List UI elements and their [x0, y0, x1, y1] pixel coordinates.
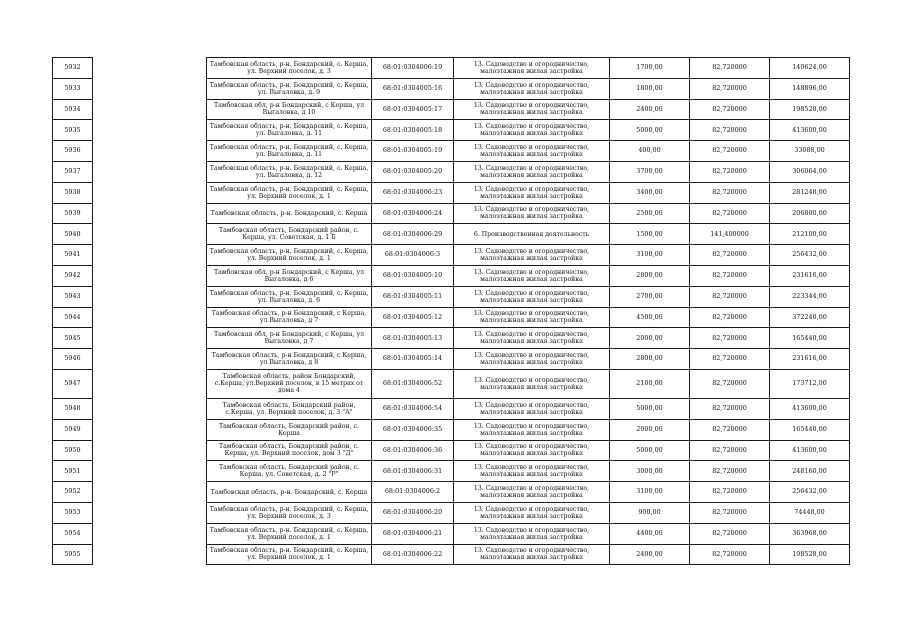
cadastral-value-cell: 140624,00 [770, 58, 850, 79]
cadastral-value-cell: 363968,00 [770, 523, 850, 544]
row-number-column [52, 57, 93, 565]
address-cell: Тамбовская область, р-н Бондарский, с Керша, ул Выгаловка, д 7 [207, 307, 372, 328]
cadastral-value-cell: 413600,00 [770, 120, 850, 141]
cadastral-value-cell: 306064,00 [770, 161, 850, 182]
address-cell: Тамбовская область, р-н. Бондарский, с. Керша, ул. Верхний поселок, д. 3 [207, 58, 372, 79]
row-number-cell: 5937 [53, 161, 93, 182]
rate-cell: 82,720000 [690, 369, 770, 398]
area-cell: 2500,00 [610, 203, 690, 224]
area-cell: 3000,00 [610, 461, 690, 482]
row-number-row [53, 141, 93, 162]
area-cell: 3400,00 [610, 182, 690, 203]
land-use-cell: 13. Садоводство и огородничество, малоэтажная жилая застройка [454, 78, 610, 99]
address-cell: Тамбовская обл, р-н Бондарский, с Керша, ул Выгаловка, д 6 [207, 265, 372, 286]
address-cell: Тамбовская область, Бондарский район, с. Керша, ул. Верхний поселок, дом 3 "Д" [207, 440, 372, 461]
rate-cell: 141,400000 [690, 224, 770, 245]
row-number-row [53, 58, 93, 79]
row-number-row [53, 224, 93, 245]
cadastral-number-cell: 68:01:0304006:19 [372, 58, 454, 79]
land-use-cell: 13. Садоводство и огородничество, малоэтажная жилая застройка [454, 398, 610, 419]
rate-cell: 82,720000 [690, 161, 770, 182]
address-cell: Тамбовская область, р-н. Бондарский, с. Керша, ул. Выгаловка, д. 9 [207, 78, 372, 99]
cadastral-value-cell: 165440,00 [770, 419, 850, 440]
row-number-cell: 5946 [53, 349, 93, 370]
table-row [207, 419, 850, 440]
land-use-cell: 13. Садоводство и огородничество, малоэтажная жилая застройка [454, 440, 610, 461]
table-row [207, 58, 850, 79]
land-plots-table [206, 57, 850, 565]
table-row [207, 224, 850, 245]
cadastral-number-cell: 68:01:0304006:23 [372, 182, 454, 203]
cadastral-number-cell: 68:01:0304006:20 [372, 502, 454, 523]
table-row [207, 245, 850, 266]
row-number-row [53, 544, 93, 565]
cadastral-value-cell: 372240,00 [770, 307, 850, 328]
row-number-cell: 5949 [53, 419, 93, 440]
table-row [207, 203, 850, 224]
rate-cell: 82,720000 [690, 307, 770, 328]
area-cell: 900,00 [610, 502, 690, 523]
table-row [207, 461, 850, 482]
cadastral-number-cell: 68:01:0304006:21 [372, 523, 454, 544]
row-number-row [53, 161, 93, 182]
table-row [207, 99, 850, 120]
cadastral-value-cell: 165440,00 [770, 328, 850, 349]
cadastral-number-cell: 68:01:0304005:13 [372, 328, 454, 349]
address-cell: Тамбовская область, Бондарский район, с. Керша [207, 419, 372, 440]
area-cell: 400,00 [610, 141, 690, 162]
table-row [207, 544, 850, 565]
area-cell: 5000,00 [610, 120, 690, 141]
rate-cell: 82,720000 [690, 203, 770, 224]
land-use-cell: 13. Садоводство и огородничество, малоэтажная жилая застройка [454, 265, 610, 286]
address-cell: Тамбовская область, р-н Бондарский, с Керша, ул Выгаловка, д 8 [207, 349, 372, 370]
address-cell: Тамбовская область, р-н. Бондарский, с. Керша, ул. Верхний поселок, д. 1 [207, 523, 372, 544]
address-cell: Тамбовская область, Бондарский район, с. Керша, ул. Советская, д. 1 Б [207, 224, 372, 245]
land-use-cell: 13. Садоводство и огородничество, малоэтажная жилая застройка [454, 245, 610, 266]
address-cell: Тамбовская область, р-н. Бондарский, с. Керша, ул. Выгаловка, д. 11 [207, 120, 372, 141]
table-row [207, 440, 850, 461]
row-number-cell: 5950 [53, 440, 93, 461]
row-number-row [53, 265, 93, 286]
cadastral-number-cell: 68:01:0304006:22 [372, 544, 454, 565]
land-use-cell: 13. Садоводство и огородничество, малоэтажная жилая застройка [454, 349, 610, 370]
address-cell: Тамбовская область, р-н. Бондарский, с. Керша [207, 482, 372, 503]
area-cell: 2400,00 [610, 544, 690, 565]
land-use-cell: 13. Садоводство и огородничество, малоэтажная жилая застройка [454, 502, 610, 523]
table-row [207, 307, 850, 328]
row-number-row [53, 99, 93, 120]
address-cell: Тамбовская область, р-н. Бондарский, с. Керша, ул. Выгаловка, д. 11 [207, 141, 372, 162]
row-number-cell: 5947 [53, 369, 93, 398]
row-number-cell: 5941 [53, 245, 93, 266]
table-row [207, 161, 850, 182]
land-use-cell: 13. Садоводство и огородничество, малоэтажная жилая застройка [454, 544, 610, 565]
row-number-cell: 5944 [53, 307, 93, 328]
land-use-cell: 13. Садоводство и огородничество, малоэтажная жилая застройка [454, 203, 610, 224]
row-number-row [53, 120, 93, 141]
land-use-cell: 6. Производственная деятельность [454, 224, 610, 245]
cadastral-number-cell: 68:01:0304006:35 [372, 419, 454, 440]
area-cell: 4400,00 [610, 523, 690, 544]
cadastral-value-cell: 33088,00 [770, 141, 850, 162]
rate-cell: 82,720000 [690, 419, 770, 440]
land-use-cell: 13. Садоводство и огородничество, малоэтажная жилая застройка [454, 482, 610, 503]
row-number-cell: 5934 [53, 99, 93, 120]
area-cell: 1700,00 [610, 58, 690, 79]
table-row [207, 182, 850, 203]
land-use-cell: 13. Садоводство и огородничество, малоэтажная жилая застройка [454, 58, 610, 79]
row-number-row [53, 369, 93, 398]
address-cell: Тамбовская область, район Бондарский, с.Керша, ул.Верхний поселок, в 15 метрах от дома 4 [207, 369, 372, 398]
area-cell: 3700,00 [610, 161, 690, 182]
cadastral-number-cell: 68:01:0304005:20 [372, 161, 454, 182]
table-row [207, 523, 850, 544]
row-number-cell: 5940 [53, 224, 93, 245]
row-number-row [53, 328, 93, 349]
cadastral-number-cell: 68:01:0304006:52 [372, 369, 454, 398]
row-number-row [53, 349, 93, 370]
area-cell: 2000,00 [610, 328, 690, 349]
row-number-row [53, 398, 93, 419]
address-cell: Тамбовская область, р-н. Бондарский, с. Керша, ул. Верхний поселок, д. 1 [207, 245, 372, 266]
area-cell: 4500,00 [610, 307, 690, 328]
address-cell: Тамбовская область, р-н. Бондарский, с. Керша, ул. Выгаловка, д. 6 [207, 286, 372, 307]
rate-cell: 82,720000 [690, 286, 770, 307]
cadastral-value-cell: 148896,00 [770, 78, 850, 99]
row-number-row [53, 182, 93, 203]
rate-cell: 82,720000 [690, 398, 770, 419]
row-number-row [53, 461, 93, 482]
area-cell: 3100,00 [610, 245, 690, 266]
land-plots-body [207, 58, 850, 565]
land-use-cell: 13. Садоводство и огородничество, малоэтажная жилая застройка [454, 419, 610, 440]
cadastral-number-cell: 68:01:0304006:24 [372, 203, 454, 224]
rate-cell: 82,720000 [690, 120, 770, 141]
table-row [207, 78, 850, 99]
cadastral-value-cell: 206800,00 [770, 203, 850, 224]
cadastral-number-cell: 68:01:0304006:36 [372, 440, 454, 461]
cadastral-value-cell: 223344,00 [770, 286, 850, 307]
row-number-cell: 5948 [53, 398, 93, 419]
area-cell: 2400,00 [610, 99, 690, 120]
rate-cell: 82,720000 [690, 523, 770, 544]
cadastral-number-cell: 68:01:0304005:11 [372, 286, 454, 307]
table-row [207, 328, 850, 349]
address-cell: Тамбовская область, р-н. Бондарский, с. Керша, ул. Верхний поселок, д. 3 [207, 502, 372, 523]
cadastral-number-cell: 68:01:0304006:3 [372, 245, 454, 266]
row-number-row [53, 203, 93, 224]
area-cell: 1500,00 [610, 224, 690, 245]
row-number-cell: 5954 [53, 523, 93, 544]
land-use-cell: 13. Садоводство и огородничество, малоэтажная жилая застройка [454, 307, 610, 328]
cadastral-value-cell: 413600,00 [770, 398, 850, 419]
area-cell: 2800,00 [610, 265, 690, 286]
area-cell: 2000,00 [610, 419, 690, 440]
address-cell: Тамбовская область, р-н. Бондарский, с. Керша, ул. Верхний поселок, д. 1 [207, 182, 372, 203]
rate-cell: 82,720000 [690, 502, 770, 523]
land-use-cell: 13. Садоводство и огородничество, малоэтажная жилая застройка [454, 328, 610, 349]
cadastral-number-cell: 68:01:0304005:17 [372, 99, 454, 120]
address-cell: Тамбовская область, р-н. Бондарский, с. Керша, ул. Выгаловка, д. 12 [207, 161, 372, 182]
row-number-row [53, 419, 93, 440]
rate-cell: 82,720000 [690, 461, 770, 482]
address-cell: Тамбовская обл, р-н Бондарский, с Керша, ул Выгаловка, д 10 [207, 99, 372, 120]
row-number-cell: 5952 [53, 482, 93, 503]
cadastral-value-cell: 231616,00 [770, 349, 850, 370]
rate-cell: 82,720000 [690, 482, 770, 503]
cadastral-value-cell: 198528,00 [770, 544, 850, 565]
cadastral-value-cell: 413600,00 [770, 440, 850, 461]
row-number-cell: 5932 [53, 58, 93, 79]
rate-cell: 82,720000 [690, 349, 770, 370]
cadastral-number-cell: 68:01:0304005:19 [372, 141, 454, 162]
cadastral-value-cell: 281248,00 [770, 182, 850, 203]
row-number-row [53, 482, 93, 503]
rate-cell: 82,720000 [690, 328, 770, 349]
cadastral-value-cell: 256432,00 [770, 482, 850, 503]
area-cell: 5000,00 [610, 440, 690, 461]
cadastral-number-cell: 68:01:0304005:12 [372, 307, 454, 328]
row-number-cell: 5945 [53, 328, 93, 349]
area-cell: 2700,00 [610, 286, 690, 307]
cadastral-number-cell: 68:01:0304006:29 [372, 224, 454, 245]
address-cell: Тамбовская область, Бондарский район, с.Керша, ул. Верхний поселок, д. 3 "А" [207, 398, 372, 419]
land-use-cell: 13. Садоводство и огородничество, малоэтажная жилая застройка [454, 182, 610, 203]
row-number-cell: 5955 [53, 544, 93, 565]
row-number-cell: 5953 [53, 502, 93, 523]
land-use-cell: 13. Садоводство и огородничество, малоэтажная жилая застройка [454, 99, 610, 120]
rate-cell: 82,720000 [690, 440, 770, 461]
cadastral-number-cell: 68:01:0304006:31 [372, 461, 454, 482]
row-number-cell: 5951 [53, 461, 93, 482]
area-cell: 3100,00 [610, 482, 690, 503]
rate-cell: 82,720000 [690, 182, 770, 203]
area-cell: 2100,00 [610, 369, 690, 398]
row-number-row [53, 307, 93, 328]
cadastral-number-cell: 68:01:0304005:14 [372, 349, 454, 370]
rate-cell: 82,720000 [690, 141, 770, 162]
table-row [207, 398, 850, 419]
table-row [207, 369, 850, 398]
table-row [207, 349, 850, 370]
cadastral-value-cell: 173712,00 [770, 369, 850, 398]
table-row [207, 265, 850, 286]
land-use-cell: 13. Садоводство и огородничество, малоэтажная жилая застройка [454, 369, 610, 398]
row-number-row [53, 523, 93, 544]
row-number-row [53, 286, 93, 307]
row-number-cell: 5942 [53, 265, 93, 286]
cadastral-number-cell: 68:01:0304005:10 [372, 265, 454, 286]
row-number-cell: 5933 [53, 78, 93, 99]
rate-cell: 82,720000 [690, 265, 770, 286]
row-number-cell: 5939 [53, 203, 93, 224]
table-row [207, 286, 850, 307]
cadastral-number-cell: 68:01:0304006:2 [372, 482, 454, 503]
land-use-cell: 13. Садоводство и огородничество, малоэтажная жилая застройка [454, 120, 610, 141]
rate-cell: 82,720000 [690, 245, 770, 266]
cadastral-number-cell: 68:01:0304005:18 [372, 120, 454, 141]
land-use-cell: 13. Садоводство и огородничество, малоэтажная жилая застройка [454, 161, 610, 182]
rate-cell: 82,720000 [690, 78, 770, 99]
row-number-row [53, 502, 93, 523]
cadastral-value-cell: 198528,00 [770, 99, 850, 120]
cadastral-number-cell: 68:01:0304006:54 [372, 398, 454, 419]
row-number-row [53, 440, 93, 461]
row-number-row [53, 245, 93, 266]
rate-cell: 82,720000 [690, 58, 770, 79]
land-use-cell: 13. Садоводство и огородничество, малоэтажная жилая застройка [454, 141, 610, 162]
address-cell: Тамбовская область, р-н. Бондарский, с. Керша, ул. Верхний поселок, д. 1 [207, 544, 372, 565]
cadastral-value-cell: 256432,00 [770, 245, 850, 266]
address-cell: Тамбовская область, р-н. Бондарский, с. Керша [207, 203, 372, 224]
rate-cell: 82,720000 [690, 544, 770, 565]
table-row [207, 141, 850, 162]
row-number-body [53, 58, 93, 565]
table-row [207, 502, 850, 523]
row-number-cell: 5938 [53, 182, 93, 203]
cadastral-value-cell: 231616,00 [770, 265, 850, 286]
table-row [207, 482, 850, 503]
rate-cell: 82,720000 [690, 99, 770, 120]
table-row [207, 120, 850, 141]
row-number-row [53, 78, 93, 99]
cadastral-value-cell: 248160,00 [770, 461, 850, 482]
row-number-cell: 5935 [53, 120, 93, 141]
address-cell: Тамбовская область, Бондарский район, с. Керша, ул. Советская, д. 2 "Р" [207, 461, 372, 482]
row-number-cell: 5943 [53, 286, 93, 307]
land-use-cell: 13. Садоводство и огородничество, малоэтажная жилая застройка [454, 461, 610, 482]
row-number-cell: 5936 [53, 141, 93, 162]
area-cell: 1800,00 [610, 78, 690, 99]
cadastral-number-cell: 68:01:0304005:16 [372, 78, 454, 99]
cadastral-value-cell: 212100,00 [770, 224, 850, 245]
area-cell: 5000,00 [610, 398, 690, 419]
address-cell: Тамбовская обл, р-н Бондарский, с Керша, ул Выгаловка, д 7 [207, 328, 372, 349]
land-use-cell: 13. Садоводство и огородничество, малоэтажная жилая застройка [454, 286, 610, 307]
area-cell: 2800,00 [610, 349, 690, 370]
cadastral-value-cell: 74448,00 [770, 502, 850, 523]
land-use-cell: 13. Садоводство и огородничество, малоэтажная жилая застройка [454, 523, 610, 544]
